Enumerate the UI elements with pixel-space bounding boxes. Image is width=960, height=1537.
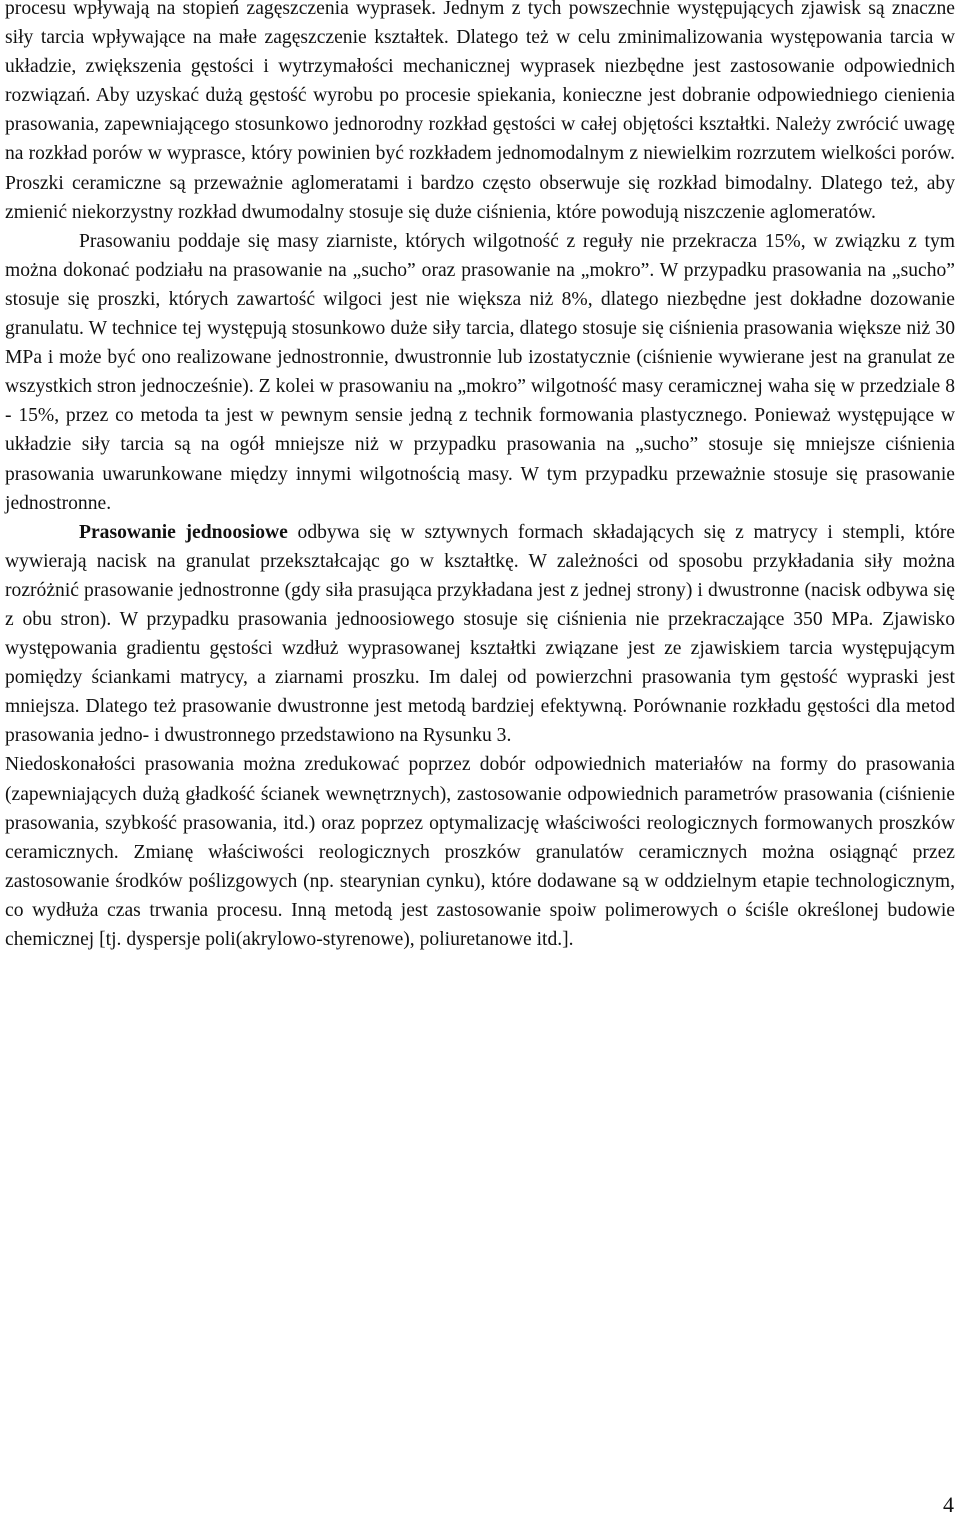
paragraph-3 bbox=[5, 518, 955, 751]
paragraph-3-bold-term: Prasowanie jednoosiowe bbox=[79, 521, 288, 543]
paragraph-3-text: odbywa się w sztywnych formach składających się z matrycy i stempli, które wywierają nacisk na granulat przekształcając go w kształtkę. W zależności od sposobu przykładania siły można rozróżnić prasowanie jednostronne (gdy siła prasująca przykładana jest z jednej strony) i dwustronne (nacisk odbywa się z obu stron). W przypadku prasowania jednoosiowego stosuje się ciśnienia nie przekraczające 350 MPa. Zjawisko występowania gradientu gęstości wzdłuż wyprasowanej kształtki związane jest ze zjawiskiem tarcia występującym pomiędzy ściankami matrycy, a ziarnami proszku. Im dalej od powierzchni prasowania tym gęstość wypraski jest mniejsza. Dlatego też prasowanie dwustronne jest metodą bardziej efektywną. Porównanie rozkładu gęstości dla metod prasowania jedno- i dwustronnego przedstawiono na Rysunku 3. bbox=[5, 521, 955, 747]
paragraph-1: procesu wpływają na stopień zagęszczenia wyprasek. Jednym z tych powszechnie występujących zjawisk są znaczne siły tarcia wpływające na małe zagęszczenie kształtek. Dlatego też w celu zminimalizowania występowania tarcia w układzie, zwiększenia gęstości i wytrzymałości mechanicznej wyprasek niezbędne jest zastosowanie odpowiednich rozwiązań. Aby uzyskać dużą gęstość wyrobu po procesie spiekania, konieczne jest dobranie odpowiedniego cienienia prasowania, zapewniającego stosunkowo jednorodny rozkład gęstości w całej objętości kształtki. Należy zwrócić uwagę na rozkład porów w wyprasce, który powinien być rozkładem jednomodalnym z niewielkim rozrzutem wielkości porów. Proszki ceramiczne są przeważnie aglomeratami i bardzo często obserwuje się rozkład bimodalny. Dlatego też, aby zmienić niekorzystny rozkład dwumodalny stosuje się duże ciśnienia, które powodują niszczenie aglomeratów. bbox=[5, 0, 955, 223]
page-number: 4 bbox=[943, 1492, 954, 1517]
document-page bbox=[5, 0, 955, 954]
paragraph-2: Prasowaniu poddaje się masy ziarniste, których wilgotność z reguły nie przekracza 15%, w związku z tym można dokonać podziału na prasowanie na „sucho” oraz prasowanie na „mokro”. W przypadku prasowania na „sucho” stosuje się proszki, których zawartość wilgoci jest nie większa niż 8%, dlatego niezbędne jest dokładne dozowanie granulatu. W technice tej występują stosunkowo duże siły tarcia, dlatego stosuje się ciśnienia prasowania większe niż 30 MPa i może być ono realizowane jednostronnie, dwustronnie lub izostatycznie (ciśnienie wywierane jest na granulat ze wszystkich stron jednocześnie). Z kolei w prasowaniu na „mokro” wilgotność masy ceramicznej waha się w przedziale 8 - 15%, przez co metoda ta jest w pewnym sensie jedną z technik formowania plastycznego. Ponieważ występujące w układzie siły tarcia są na ogół mniejsze niż w przypadku prasowania na „sucho” stosuje się mniejsze ciśnienia prasowania uwarunkowane między innymi wilgotnością masy. W tym przypadku przeważnie stosuje się prasowanie jednostronne. bbox=[5, 230, 955, 514]
paragraph-4: Niedoskonałości prasowania można zredukować poprzez dobór odpowiednich materiałów na formy do prasowania (zapewniających dużą gładkość ścianek wewnętrznych), zastosowanie odpowiednich parametrów prasowania (ciśnienie prasowania, szybkość prasowania, itd.) oraz poprzez optymalizację właściwości reologicznych formowanych proszków ceramicznych. Zmianę właściwości reologicznych proszków granulatów ceramicznych można osiągnąć przez zastosowanie środków poślizgowych (np. stearynian cynku), które dodawane są w oddzielnym etapie technologicznym, co wydłuża czas trwania procesu. Inną metodą jest zastosowanie spoiw polimerowych o ściśle określonej budowie chemicznej [tj. dyspersje poli(akrylowo-styrenowe), poliuretanowe itd.]. bbox=[5, 754, 955, 950]
